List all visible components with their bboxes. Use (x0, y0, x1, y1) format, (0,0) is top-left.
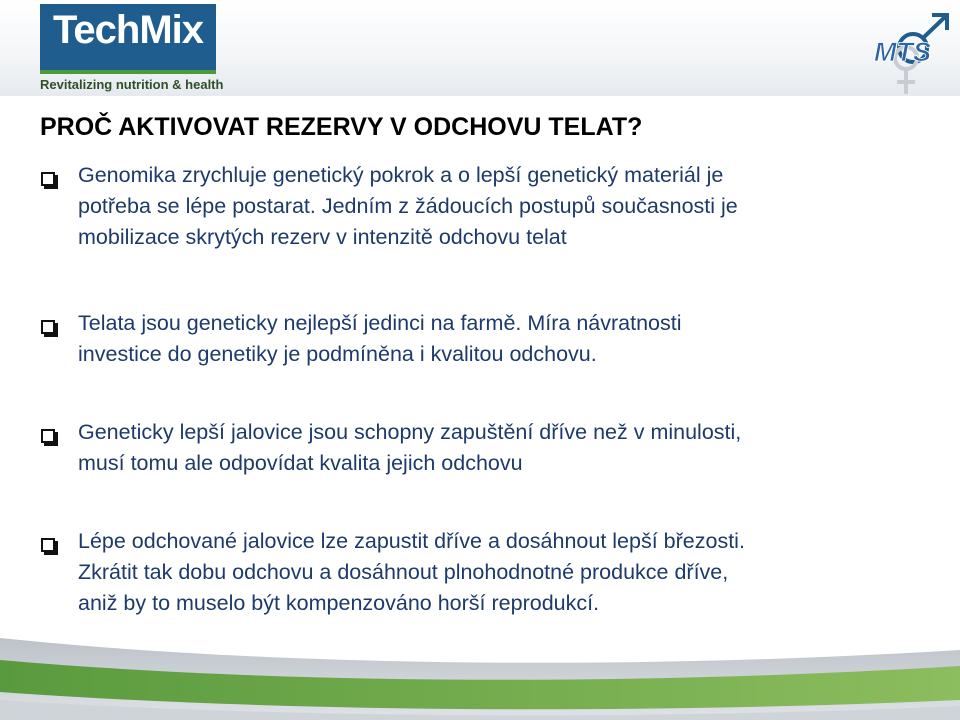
footer-swoosh (0, 630, 960, 720)
bullet-line: Genomika zrychluje genetický pokrok a o lepší genetický materiál je (78, 163, 724, 187)
logo-tagline: Revitalizing nutrition & health (40, 77, 224, 92)
bullet-line: investice do genetiky je podmíněna i kvalitou odchovu. (78, 342, 597, 366)
bullet-line: aniž by to muselo být kompenzováno horší reprodukcí. (78, 591, 600, 615)
bullet-text (78, 526, 938, 619)
bullet-text (78, 160, 938, 253)
bullet-line: mobilizace skrytých rezerv v intenzitě odchovu telat (78, 225, 567, 249)
bullet-line: Zkrátit tak dobu odchovu a dosáhnout plnohodnotné produkce dříve, (78, 560, 729, 584)
bullet-line: Lépe odchované jalovice lze zapustit dříve a dosáhnout lepší březosti. (78, 529, 745, 553)
bullet-text (78, 417, 938, 479)
logo-name: TechMix (52, 8, 204, 52)
checkbox-bullet-icon (41, 172, 55, 186)
mts-logo (866, 6, 960, 100)
checkbox-bullet-icon (41, 538, 55, 552)
bullet-line: musí tomu ale odpovídat kvalita jejich odchovu (78, 451, 523, 475)
bullet-line: potřeba se lépe postarat. Jedním z žádoucích postupů současnosti je (78, 194, 738, 218)
slide-title: PROČ AKTIVOVAT REZERVY V ODCHOVU TELAT? (40, 113, 643, 141)
checkbox-bullet-icon (41, 320, 55, 334)
checkbox-bullet-icon (41, 429, 55, 443)
bullet-text (78, 308, 938, 370)
mts-logo-text: MTS (874, 37, 931, 67)
logo-rule (40, 70, 216, 74)
bullet-line: Geneticky lepší jalovice jsou schopny zapuštění dříve než v minulosti, (78, 420, 742, 444)
bullet-line: Telata jsou geneticky nejlepší jedinci na farmě. Míra návratnosti (78, 311, 682, 335)
techmix-logo (40, 4, 216, 70)
